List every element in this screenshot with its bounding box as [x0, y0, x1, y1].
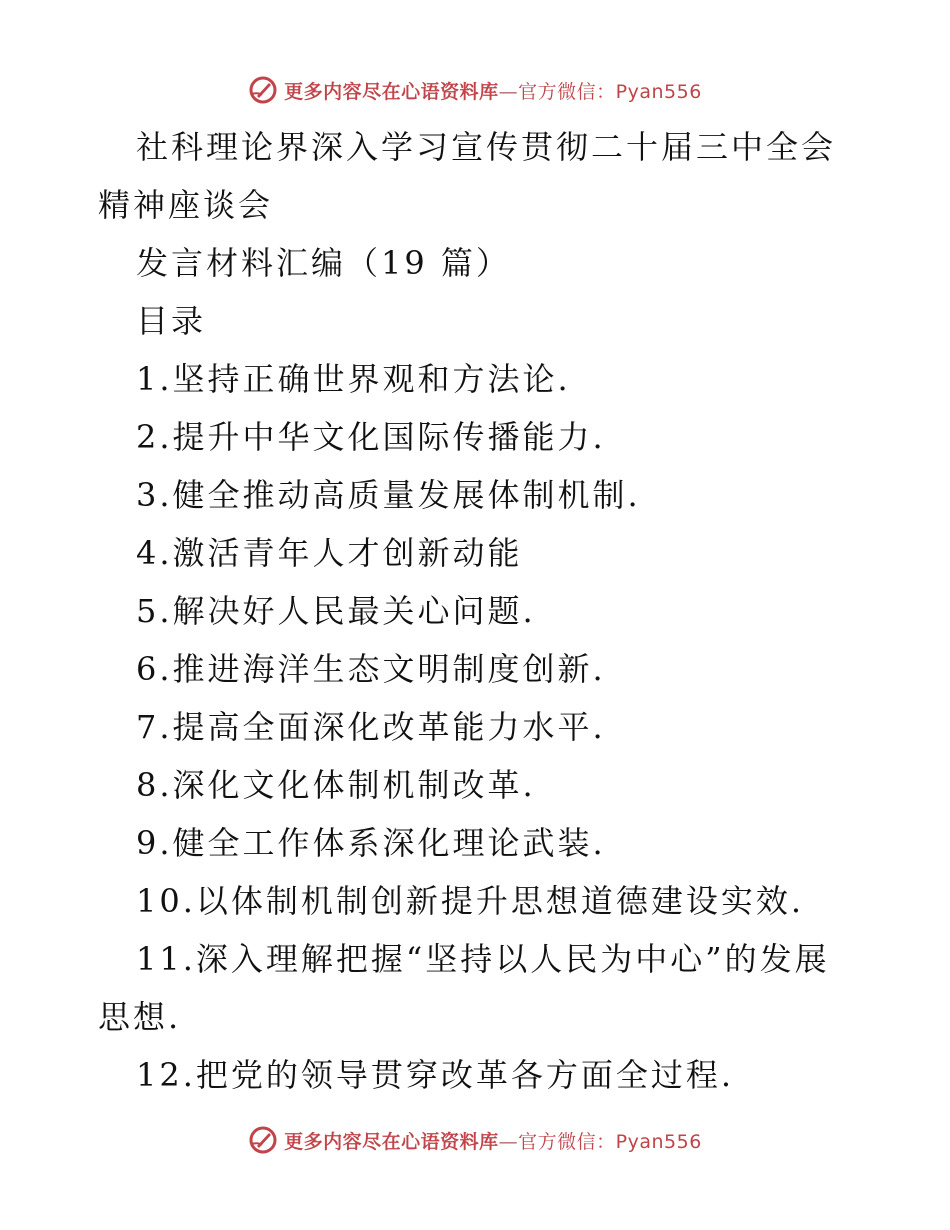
- document-subtitle: 发言材料汇编（19 篇）: [136, 244, 511, 282]
- toc-item: 8.深化文化体制机制改革.: [136, 766, 536, 804]
- header-watermark: [0, 70, 950, 110]
- quill-circle-icon: [248, 1125, 278, 1155]
- toc-heading: 目录: [136, 302, 207, 340]
- watermark-wechat-text: 官方微信：Pyan556: [518, 1130, 702, 1153]
- toc-item: 4.激活青年人才创新动能: [136, 534, 523, 572]
- toc-item: 5.解决好人民最关心问题.: [136, 592, 536, 630]
- watermark-text: [284, 77, 702, 104]
- quill-circle-icon: [248, 75, 278, 105]
- toc-item: 12.把党的领导贯穿改革各方面全过程.: [136, 1056, 735, 1094]
- watermark-dash: —: [498, 1130, 519, 1153]
- toc-item: 2.提升中华文化国际传播能力.: [136, 418, 606, 456]
- toc-item: 11.深入理解把握“坚持以人民为中心”的发展思想.: [98, 940, 830, 1036]
- footer-watermark: [0, 1120, 950, 1160]
- watermark-main-text: 更多内容尽在心语资料库: [284, 1130, 499, 1153]
- toc-item: 7.提高全面深化改革能力水平.: [136, 708, 606, 746]
- document-title: 社科理论界深入学习宣传贯彻二十届三中全会精神座谈会: [98, 128, 837, 224]
- watermark-main-text: 更多内容尽在心语资料库: [284, 80, 499, 103]
- watermark-wechat-text: 官方微信：Pyan556: [518, 80, 702, 103]
- toc-item: 10.以体制机制创新提升思想道德建设实效.: [136, 882, 805, 920]
- document-body: [98, 118, 858, 1104]
- watermark-dash: —: [498, 80, 519, 103]
- toc-item: 1.坚持正确世界观和方法论.: [136, 360, 571, 398]
- toc-item: 3.健全推动高质量发展体制机制.: [136, 476, 641, 514]
- toc-item: 6.推进海洋生态文明制度创新.: [136, 650, 606, 688]
- watermark-text: [284, 1127, 702, 1154]
- toc-item: 9.健全工作体系深化理论武装.: [136, 824, 606, 862]
